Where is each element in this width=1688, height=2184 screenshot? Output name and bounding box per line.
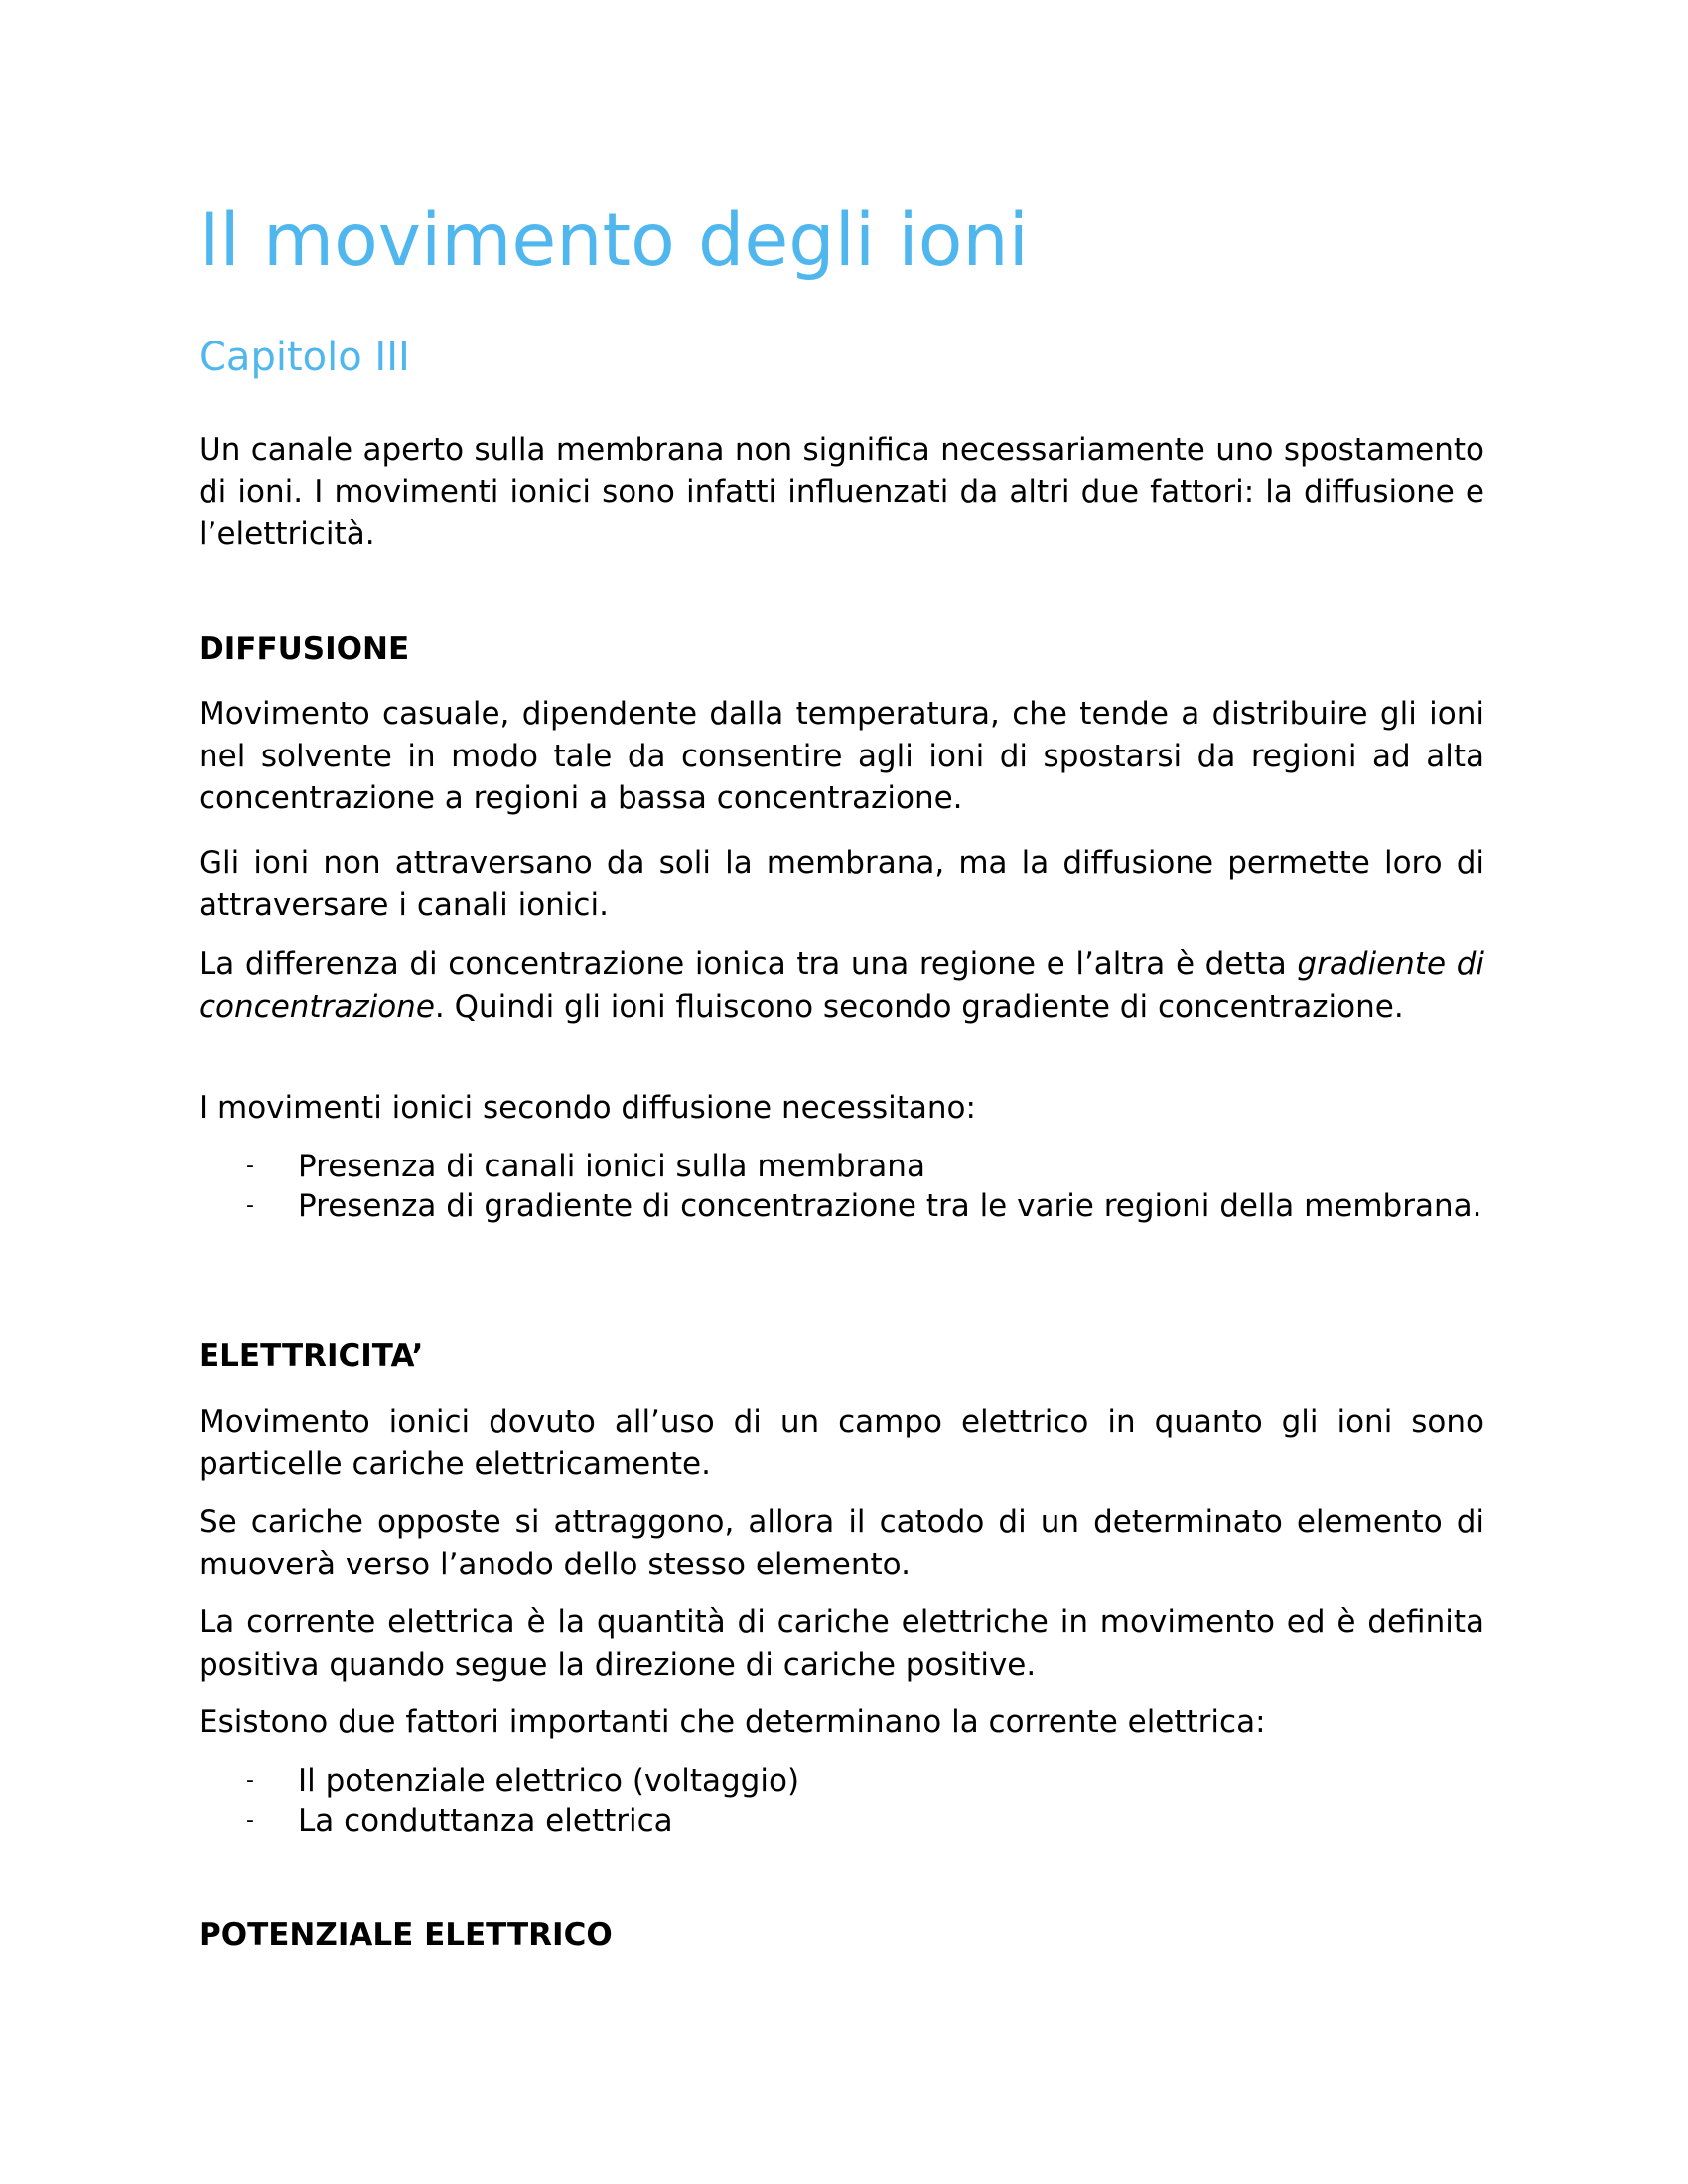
section-heading-elettricita: ELETTRICITA’ — [199, 1338, 424, 1374]
list-item-text: Il potenziale elettrico (voltaggio) — [298, 1763, 800, 1799]
list-item — [199, 1801, 1484, 1841]
section-heading-potenziale: POTENZIALE ELETTRICO — [199, 1917, 613, 1953]
document-title: Il movimento degli ioni — [199, 199, 1029, 283]
bullet-dash: - — [246, 1154, 254, 1178]
elettricita-factors-list — [199, 1761, 1484, 1841]
list-item-text: Presenza di canali ionici sulla membrana — [298, 1149, 925, 1184]
diffusione-paragraph-3-italic: gradiente di concentrazione — [199, 946, 1484, 1024]
list-item-text: Presenza di gradiente di concentrazione tra le varie regioni della membrana. — [298, 1188, 1482, 1224]
diffusione-paragraph-3-text-b: . Quindi gli ioni fluiscono secondo gradiente di concentrazione. — [434, 988, 1404, 1024]
chapter-subtitle: Capitolo III — [199, 335, 410, 380]
diffusione-paragraph-3 — [199, 943, 1484, 1027]
diffusione-requirements-list — [199, 1147, 1484, 1226]
diffusione-paragraph-4: I movimenti ionici secondo diffusione necessitano: — [199, 1090, 976, 1126]
list-item — [199, 1147, 1484, 1186]
list-item-text: La conduttanza elettrica — [298, 1803, 673, 1839]
bullet-dash: - — [246, 1193, 254, 1218]
bullet-dash: - — [246, 1808, 254, 1833]
list-item — [199, 1761, 1484, 1801]
diffusione-paragraph-1: Movimento casuale, dipendente dalla temperatura, che tende a distribuire gli ioni nel solvente in modo tale da consentire agli ioni di spostarsi da regioni ad alta concentrazione a regioni a bassa concentrazione. — [199, 696, 1484, 816]
section-heading-diffusione: DIFFUSIONE — [199, 631, 410, 667]
elettricita-paragraph-4: Esistono due fattori importanti che determinano la corrente elettrica: — [199, 1705, 1266, 1740]
intro-paragraph: Un canale aperto sulla membrana non significa necessariamente uno spostamento di ioni. I movimenti ionici sono infatti influenzati da altri due fattori: la diffusione e l’elettricità. — [199, 432, 1484, 552]
elettricita-paragraph-2: Se cariche opposte si attraggono, allora il catodo di un determinato elemento di muoverà verso l’anodo dello stesso elemento. — [199, 1504, 1484, 1582]
bullet-dash: - — [246, 1768, 254, 1793]
elettricita-paragraph-1: Movimento ionici dovuto all’uso di un campo elettrico in quanto gli ioni sono particelle cariche elettricamente. — [199, 1404, 1484, 1482]
elettricita-paragraph-3: La corrente elettrica è la quantità di cariche elettriche in movimento ed è definita positiva quando segue la direzione di cariche positive. — [199, 1604, 1484, 1683]
diffusione-paragraph-3-text-a: La differenza di concentrazione ionica tra una regione e l’altra è detta — [199, 946, 1298, 982]
list-item — [199, 1186, 1484, 1226]
diffusione-paragraph-2: Gli ioni non attraversano da soli la membrana, ma la diffusione permette loro di attraversare i canali ionici. — [199, 845, 1484, 923]
